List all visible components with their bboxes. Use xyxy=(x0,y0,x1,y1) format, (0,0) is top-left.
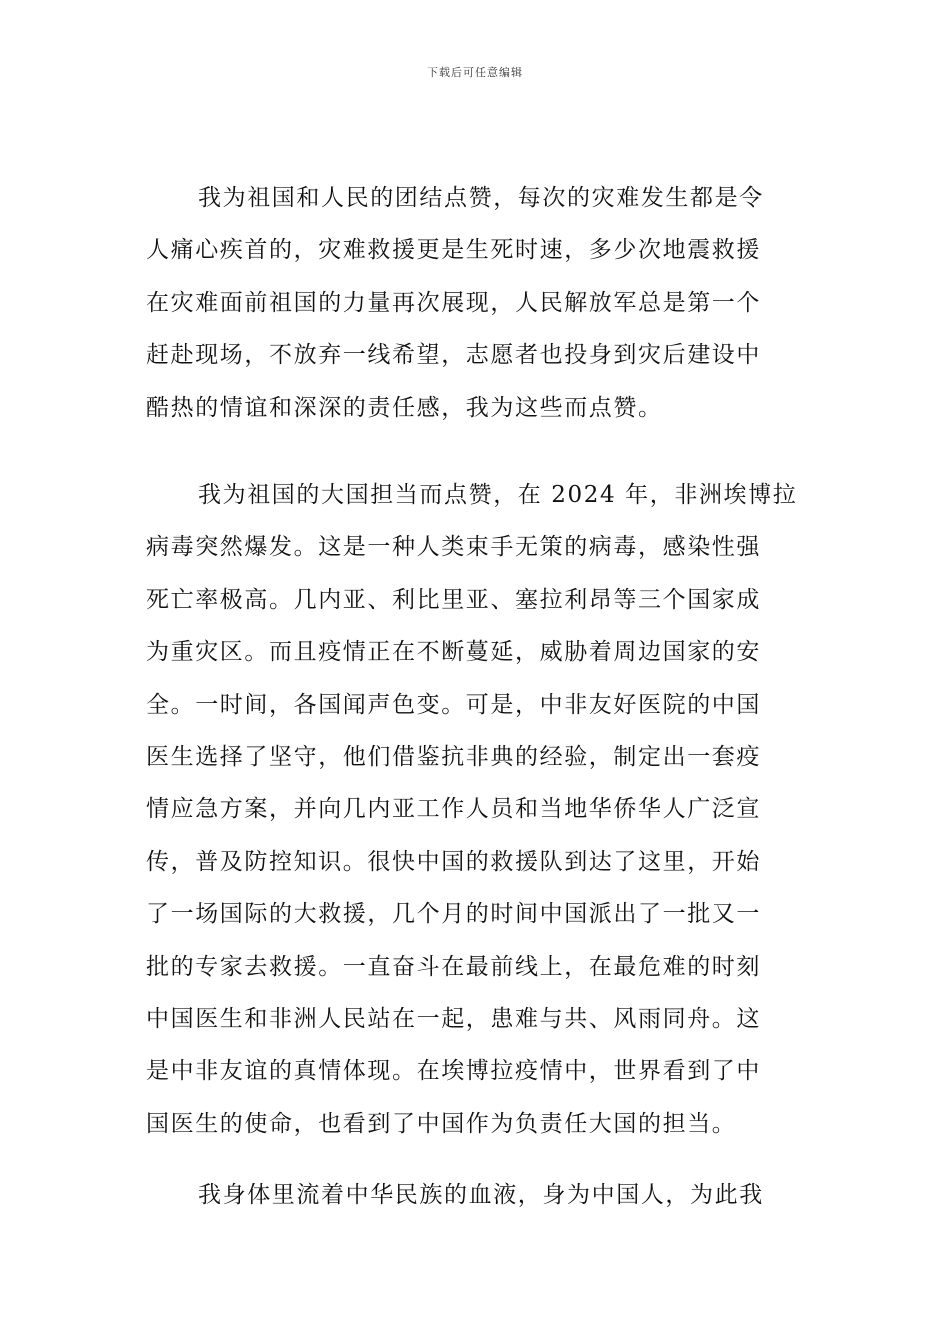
paragraph-line: 中国医生和非洲人民站在一起，患难与共、风雨同舟。这 xyxy=(146,1005,761,1032)
paragraph-line: 酷热的情谊和深深的责任感，我为这些而点赞。 xyxy=(146,394,663,421)
paragraph-line: 人痛心疾首的，灾难救援更是生死时速，多少次地震救援 xyxy=(146,237,761,264)
paragraph-1 xyxy=(146,172,808,434)
paragraph-line: 我为祖国的大国担当而点赞，在 2024 年，非洲埃博拉 xyxy=(198,482,798,508)
paragraph-line: 了一场国际的大救援，几个月的时间中国派出了一批又一 xyxy=(146,901,761,928)
paragraph-line: 传，普及防控知识。很快中国的救援队到达了这里，开始 xyxy=(146,848,761,875)
paragraph-line: 病毒突然爆发。这是一种人类束手无策的病毒，感染性强 xyxy=(146,534,761,561)
paragraph-line: 医生选择了坚守，他们借鉴抗非典的经验，制定出一套疫 xyxy=(146,743,761,770)
paragraph-line: 死亡率极高。几内亚、利比里亚、塞拉利昂等三个国家成 xyxy=(146,586,761,613)
paragraph-line: 全。一时间，各国闻声色变。可是，中非友好医院的中国 xyxy=(146,691,761,718)
paragraph-line: 是中非友谊的真情体现。在埃博拉疫情中，世界看到了中 xyxy=(146,1058,761,1085)
paragraph-line: 批的专家去救援。一直奋斗在最前线上，在最危难的时刻 xyxy=(146,953,761,980)
paragraph-line: 赶赴现场，不放弃一线希望，志愿者也投身到灾后建设中 xyxy=(146,342,761,369)
paragraph-line: 情应急方案，并向几内亚工作人员和当地华侨华人广泛宣 xyxy=(146,796,761,823)
paragraph-line: 国医生的使命，也看到了中国作为负责任大国的担当。 xyxy=(146,1110,737,1137)
paragraph-2 xyxy=(146,469,808,1150)
paragraph-line: 在灾难面前祖国的力量再次展现，人民解放军总是第一个 xyxy=(146,289,761,316)
paragraph-3 xyxy=(146,1169,808,1221)
paragraph-line: 我为祖国和人民的团结点赞，每次的灾难发生都是令 xyxy=(198,185,764,211)
paragraph-line: 我身体里流着中华民族的血液，身为中国人，为此我 xyxy=(198,1182,764,1208)
paragraph-line: 为重灾区。而且疫情正在不断蔓延，威胁着周边国家的安 xyxy=(146,639,761,666)
header-note: 下载后可任意编辑 xyxy=(427,66,523,79)
